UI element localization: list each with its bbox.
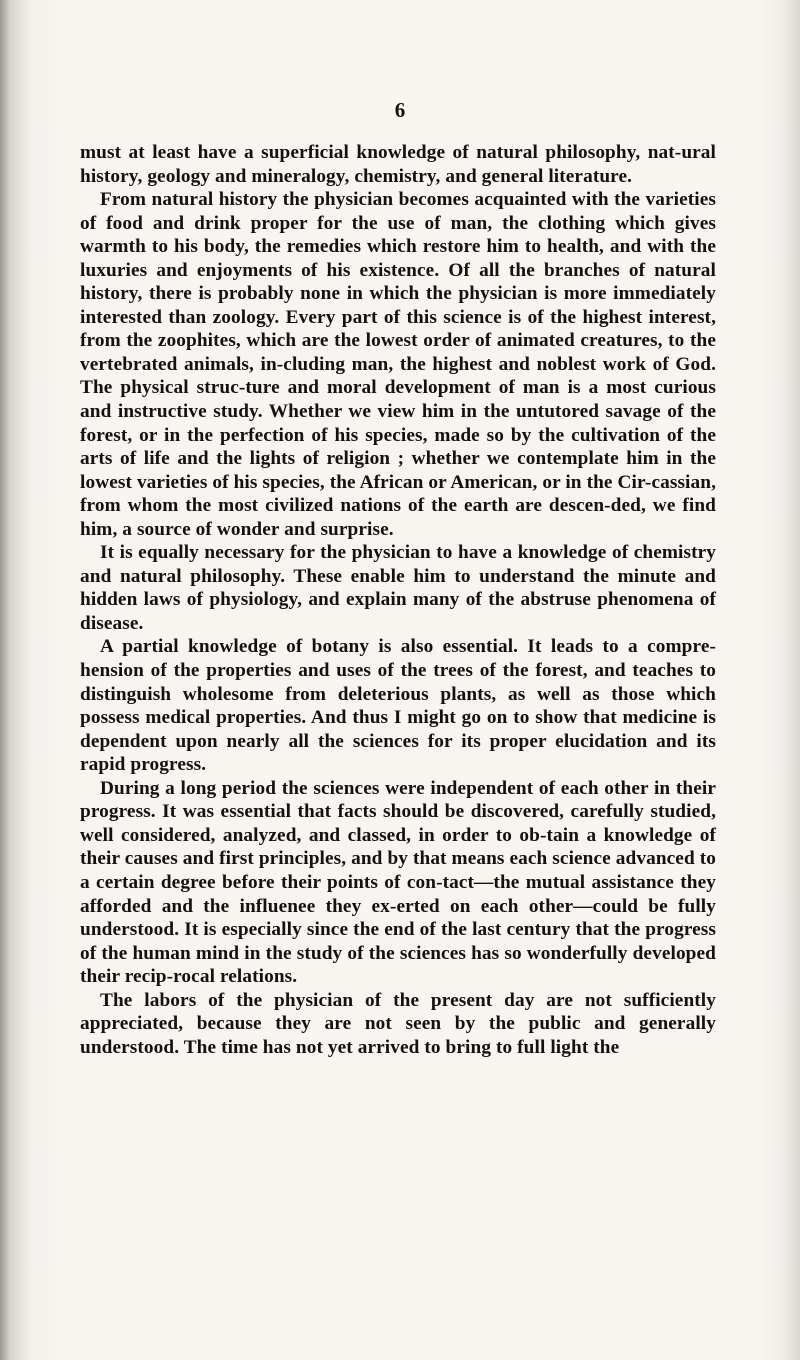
- paragraph-chemistry: It is equally necessary for the physician to have a knowledge of chemistry and natural philosophy. These enable him to understand the minute and hidden laws of physiology, and explain many of the abstruse phenomena of disease.: [80, 542, 716, 634]
- page-number: 6: [394, 98, 406, 122]
- paragraph-physician-labors: The labors of the physician of the present day are not sufficiently appreciated, because they are not seen by the public and generally understood. The time has not yet arrived to bring to full light the: [80, 989, 716, 1058]
- paragraph-natural-history: From natural history the physician becomes acquainted with the varieties of food and drink proper for the use of man, the clothing which gives warmth to his body, the remedies which restore him to health, and with the luxuries and enjoyments of his existence. Of all the branches of natural history, there is probably none in which the physician is more immediately interested than zoology. Every part of this science is of the highest interest, from the zoophites, which are the lowest order of animated creatures, to the vertebrated animals, in-cluding man, the highest and noblest work of God. The physical struc-ture and moral development of man is a most curious and instructive study. Whether we view him in the untutored savage of the forest, or in the perfection of his species, made so by the cultivation of the arts of life and the lights of religion ; whether we contemplate him in the lowest varieties of his species, the African or American, or in the Cir-cassian, from whom the most civilized nations of the earth are descen-ded, we find him, a source of wonder and surprise.: [80, 189, 716, 540]
- body-text: [80, 141, 716, 1059]
- paragraph-botany: A partial knowledge of botany is also essential. It leads to a compre-hension of the properties and uses of the trees of the forest, and teaches to distinguish wholesome from deleterious plants, as well as those which possess medical properties. And thus I might go on to show that medicine is dependent upon nearly all the sciences for its proper elucidation and its rapid progress.: [80, 636, 716, 776]
- paragraph-continued: must at least have a superficial knowledge of natural philosophy, nat-ural history, geology and mineralogy, chemistry, and general literature.: [80, 142, 716, 187]
- paragraph-sciences-progress: During a long period the sciences were independent of each other in their progress. It was essential that facts should be discovered, carefully studied, well considered, analyzed, and classed, in order to ob-tain a knowledge of their causes and first principles, and by that means each science advanced to a certain degree before their points of con-tact—the mutual assistance they afforded and the influenee they ex-erted on each other—could be fully understood. It is especially since the end of the last century that the progress of the human mind in the study of the sciences has so wonderfully developed their recip-rocal relations.: [80, 777, 716, 988]
